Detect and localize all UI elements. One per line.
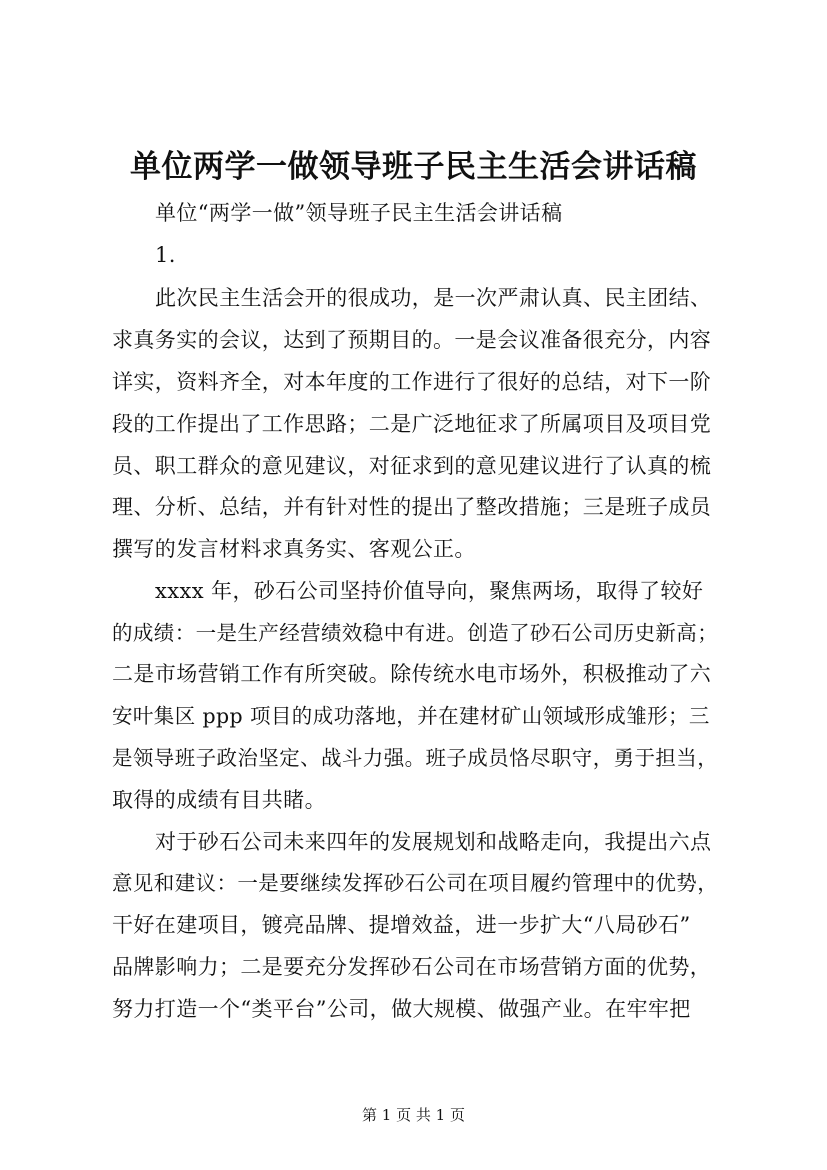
document-title: 单位两学一做领导班子民主生活会讲话稿 xyxy=(130,149,697,185)
paragraph-3-line-4: 品牌影响力；二是要充分发挥砂石公司在市场营销方面的优势， xyxy=(112,955,712,979)
paragraph-2-line-4: 安叶集区 ppp 项目的成功落地，并在建材矿山领域形成雏形；三 xyxy=(112,704,710,728)
paragraph-3-line-1: 对于砂石公司未来四年的发展规划和战略走向，我提出六点 xyxy=(155,830,712,854)
paragraph-1-line-6: 理、分析、总结，并有针对性的提出了整改措施；三是班子成员 xyxy=(112,495,712,519)
paragraph-1-line-4: 段的工作提出了工作思路；二是广泛地征求了所属项目及项目党 xyxy=(112,412,712,436)
paragraph-2-line-5: 是领导班子政治坚定、战斗力强。班子成员恪尽职守，勇于担当， xyxy=(112,746,719,770)
paragraph-2-line-1: xxxx 年，砂石公司坚持价值导向，聚焦两场，取得了较好 xyxy=(155,579,704,603)
paragraph-2-line-6: 取得的成绩有目共睹。 xyxy=(112,788,326,812)
subtitle-line: 单位“两学一做”领导班子民主生活会讲话稿 xyxy=(155,201,563,225)
paragraph-3-line-3: 干好在建项目，镀亮品牌、提增效益，进一步扩大“八局砂石” xyxy=(112,913,691,937)
page-footer: 第 1 页 共 1 页 xyxy=(362,1106,465,1124)
paragraph-2-line-3: 二是市场营销工作有所突破。除传统水电市场外，积极推动了六 xyxy=(112,662,712,686)
paragraph-1-line-3: 详实，资料齐全，对本年度的工作进行了很好的总结，对下一阶 xyxy=(112,370,712,394)
paragraph-1-line-2: 求真务实的会议，达到了预期目的。一是会议准备很充分，内容 xyxy=(112,328,712,352)
paragraph-3-line-5: 努力打造一个“类平台”公司，做大规模、做强产业。在牢牢把 xyxy=(112,997,691,1021)
paragraph-1-line-1: 此次民主生活会开的很成功，是一次严肃认真、民主团结、 xyxy=(155,286,712,310)
paragraph-1-line-7: 撰写的发言材料求真务实、客观公正。 xyxy=(112,537,476,561)
section-number: 1. xyxy=(155,243,176,267)
paragraph-2-line-2: 的成绩：一是生产经营绩效稳中有进。创造了砂石公司历史新高； xyxy=(112,621,719,645)
paragraph-1-line-5: 员、职工群众的意见建议，对征求到的意见建议进行了认真的梳 xyxy=(112,454,712,478)
paragraph-3-line-2: 意见和建议：一是要继续发挥砂石公司在项目履约管理中的优势， xyxy=(112,871,719,895)
